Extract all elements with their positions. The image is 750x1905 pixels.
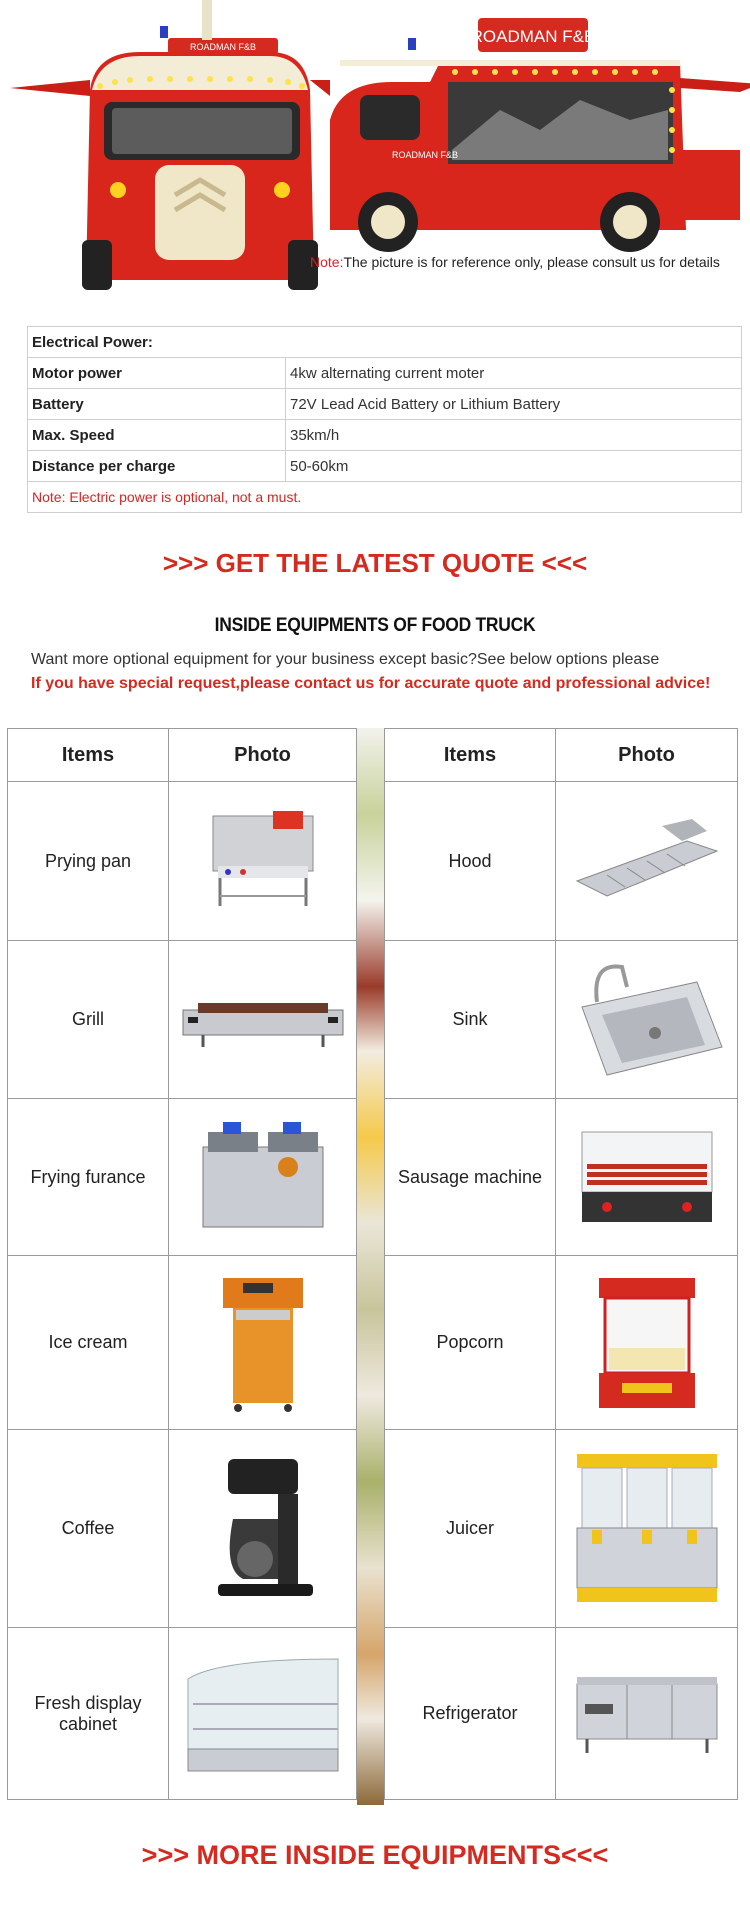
sausage-machine-icon <box>556 1099 738 1256</box>
item-name: Ice cream <box>8 1256 169 1430</box>
table-row <box>385 782 738 941</box>
left-truck-sign: ROADMAN F&B <box>189 42 257 52</box>
decorative-divider <box>357 728 384 1805</box>
item-name: Coffee <box>8 1430 169 1628</box>
item-name: Fresh display cabinet <box>8 1628 169 1800</box>
truck-side-logo: ROADMAN F&B <box>392 150 459 160</box>
spec-value: 50-60km <box>286 451 742 482</box>
item-name: Prying pan <box>8 782 169 941</box>
hero-note-label: Note: <box>310 254 344 270</box>
item-name: Popcorn <box>385 1256 556 1430</box>
sink-icon <box>556 941 738 1099</box>
popcorn-machine-icon <box>556 1256 738 1430</box>
equipment-table-right <box>384 728 738 1800</box>
table-row <box>8 1256 357 1430</box>
spec-key: Motor power <box>28 358 286 389</box>
equipment-grid <box>7 728 738 1805</box>
table-row <box>385 1628 738 1800</box>
table-row <box>8 941 357 1099</box>
table-row <box>385 1099 738 1256</box>
grill-icon <box>169 941 357 1099</box>
juicer-icon <box>556 1430 738 1628</box>
display-cabinet-icon <box>169 1628 357 1800</box>
spec-value: 4kw alternating current moter <box>286 358 742 389</box>
hood-icon <box>556 782 738 941</box>
spec-row <box>28 451 742 482</box>
item-name: Grill <box>8 941 169 1099</box>
table-row <box>385 941 738 1099</box>
items-header: Items <box>385 729 556 782</box>
spec-row <box>28 420 742 451</box>
top-sign-text: ROADMAN F&B <box>470 27 596 46</box>
table-row <box>8 782 357 941</box>
spec-key: Max. Speed <box>28 420 286 451</box>
spec-value: 72V Lead Acid Battery or Lithium Battery <box>286 389 742 420</box>
equipment-table-left <box>7 728 357 1800</box>
table-row <box>8 1099 357 1256</box>
spec-row <box>28 389 742 420</box>
ice-cream-machine-icon <box>169 1256 357 1430</box>
coffee-maker-icon <box>169 1430 357 1628</box>
more-inside-equipments-link[interactable]: >>> MORE INSIDE EQUIPMENTS<<< <box>141 1840 609 1870</box>
table-row <box>385 1430 738 1628</box>
item-name: Refrigerator <box>385 1628 556 1800</box>
table-row <box>8 1430 357 1628</box>
item-name: Sink <box>385 941 556 1099</box>
item-name: Hood <box>385 782 556 941</box>
photo-header: Photo <box>556 729 738 782</box>
special-request-text: If you have special request,please contact us for accurate quote and professional advice! <box>31 675 711 692</box>
table-row <box>385 1256 738 1430</box>
item-name: Sausage machine <box>385 1099 556 1256</box>
hero-truck-image <box>0 0 750 290</box>
spec-row <box>28 358 742 389</box>
spec-value: 35km/h <box>286 420 742 451</box>
electrical-power-spec-table <box>27 326 742 513</box>
spec-key: Distance per charge <box>28 451 286 482</box>
spec-key: Battery <box>28 389 286 420</box>
item-name: Frying furance <box>8 1099 169 1256</box>
prying-pan-icon <box>169 782 357 941</box>
photo-header: Photo <box>169 729 357 782</box>
refrigerator-icon <box>556 1628 738 1800</box>
fryer-icon <box>169 1099 357 1256</box>
food-truck-illustration <box>0 0 750 290</box>
table-row <box>8 1628 357 1800</box>
equipment-section-title: INSIDE EQUIPMENTS OF FOOD TRUCK <box>214 615 536 636</box>
get-latest-quote-link[interactable]: >>> GET THE LATEST QUOTE <<< <box>162 548 588 578</box>
item-name: Juicer <box>385 1430 556 1628</box>
hero-note-text: The picture is for reference only, please consult us for details <box>343 254 720 270</box>
spec-note: Note: Electric power is optional, not a must. <box>28 482 742 513</box>
spec-header: Electrical Power: <box>28 327 742 358</box>
items-header: Items <box>8 729 169 782</box>
hero-disclaimer <box>310 254 720 270</box>
equipment-subtitle: Want more optional equipment for your business except basic?See below options please <box>31 651 660 668</box>
